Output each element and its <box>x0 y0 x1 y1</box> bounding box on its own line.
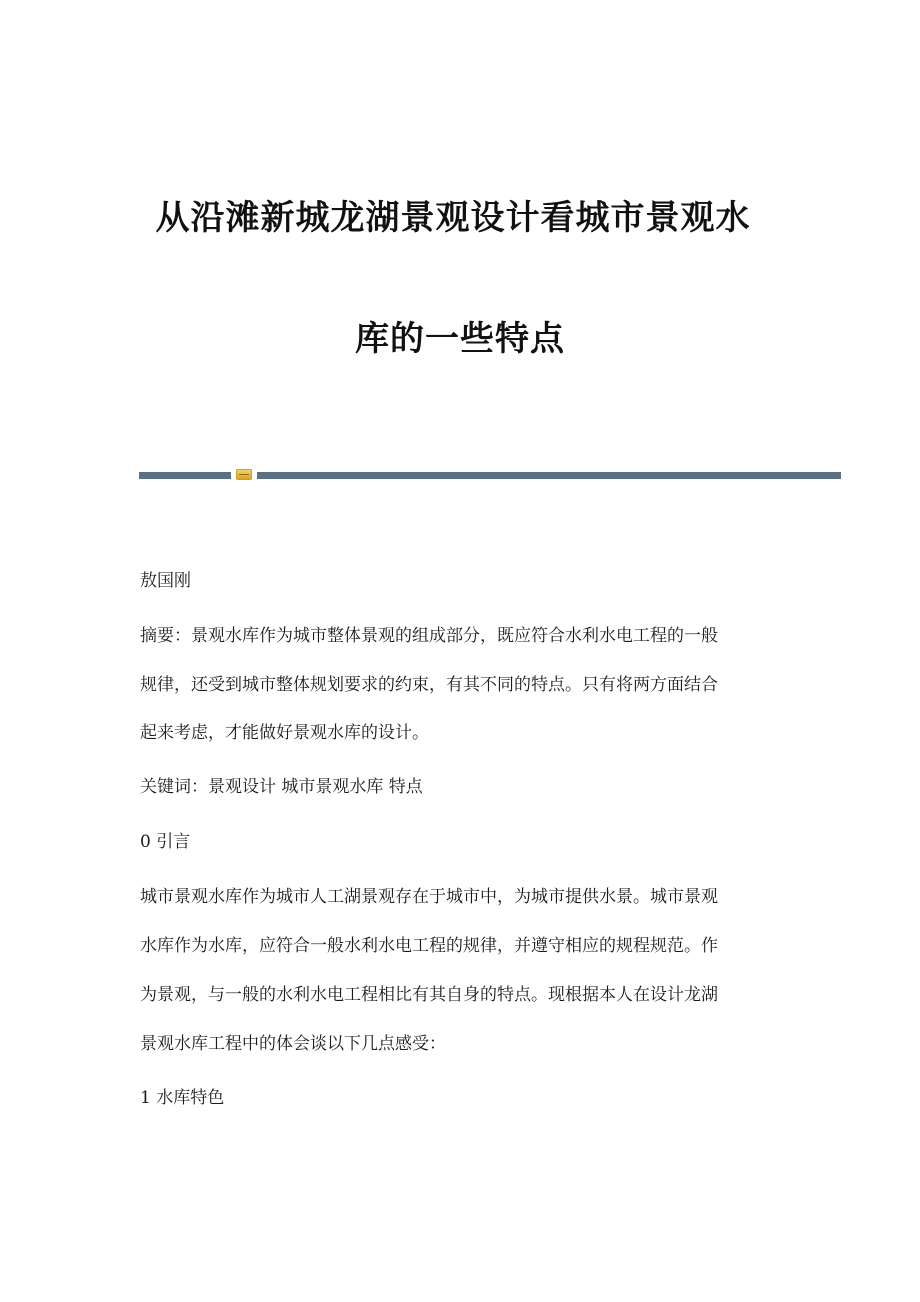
divider-ornament-icon <box>236 469 252 480</box>
abstract-line-2: 规律，还受到城市整体规划要求的约束，有其不同的特点。只有将两方面结合 <box>140 675 718 695</box>
intro-line-1: 城市景观水库作为城市人工湖景观存在于城市中，为城市提供水景。城市景观 <box>140 887 718 907</box>
intro-line-2: 水库作为水库，应符合一般水利水电工程的规律，并遵守相应的规程规范。作 <box>140 936 718 956</box>
abstract-line-3: 起来考虑，才能做好景观水库的设计。 <box>140 723 429 743</box>
keywords: 关键词：景观设计 城市景观水库 特点 <box>140 777 423 797</box>
title-line-1: 从沿滩新城龙湖景观设计看城市景观水 <box>155 198 751 238</box>
divider-bar-right <box>257 472 841 479</box>
author-name: 敖国刚 <box>140 571 191 591</box>
abstract-line-1: 摘要：景观水库作为城市整体景观的组成部分，既应符合水利水电工程的一般 <box>140 626 718 646</box>
intro-line-4: 景观水库工程中的体会谈以下几点感受： <box>140 1034 446 1054</box>
divider-bar-left <box>139 472 231 479</box>
title-divider <box>139 469 841 480</box>
title-line-2: 库的一些特点 <box>355 319 565 359</box>
section-1-heading: 1 水库特色 <box>140 1088 225 1108</box>
section-0-heading: 0 引言 <box>140 832 191 852</box>
intro-line-3: 为景观，与一般的水利水电工程相比有其自身的特点。现根据本人在设计龙湖 <box>140 985 718 1005</box>
